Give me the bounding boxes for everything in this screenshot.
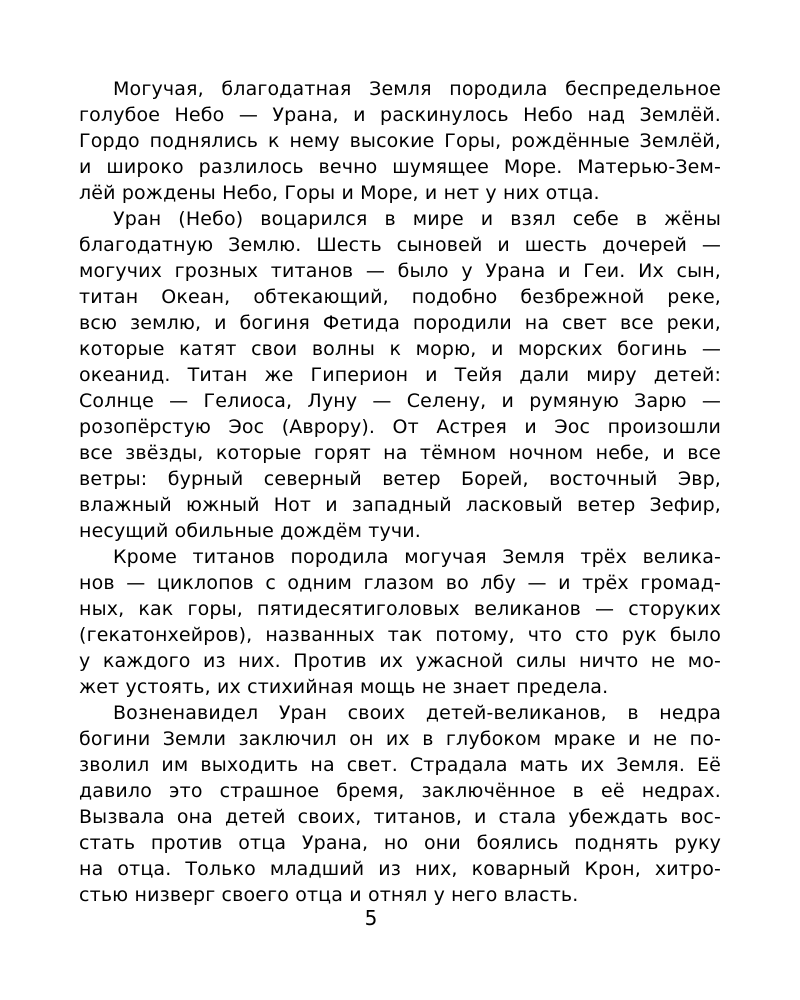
text-line: титан Океан, обтекающий, подобно безбрежной реке, — [79, 286, 721, 308]
text-line: океанид. Титан же Гиперион и Тейя дали миру детей: — [79, 364, 721, 386]
text-line: благодатную Землю. Шесть сыновей и шесть дочерей — — [79, 234, 721, 256]
text-line: могучих грозных титанов — было у Урана и Геи. Их сын, — [79, 260, 721, 282]
text-line: всю землю, и богиня Фетида породили на свет все реки, — [79, 312, 721, 334]
text-line: Вызвала она детей своих, титанов, и стала убеждать вос- — [79, 806, 721, 828]
text-line: несущий обильные дождём тучи. — [79, 520, 421, 542]
text-line: голубое Небо — Урана, и раскинулось Небо над Землёй. — [79, 104, 721, 126]
text-line: розопёрстую Эос (Аврору). От Астрея и Эос произошли — [79, 416, 721, 438]
text-line: Могучая, благодатная Земля породила беспредельное — [113, 78, 721, 100]
text-line: лёй рождены Небо, Горы и Море, и нет у них отца. — [79, 182, 600, 204]
text-line: (гекатонхейров), названных так потому, что сто рук было — [79, 624, 721, 646]
text-line: зволил им выходить на свет. Страдала мать их Земля. Её — [79, 754, 721, 776]
paragraph — [79, 206, 721, 544]
text-line: Солнце — Гелиоса, Луну — Селену, и румяную Зарю — — [79, 390, 721, 412]
text-line: и широко разлилось вечно шумящее Море. Матерью-Зем- — [79, 156, 721, 178]
body-text — [79, 76, 721, 908]
text-line: богини Земли заключил он их в глубоком мраке и не по- — [79, 728, 721, 750]
text-line: ветры: бурный северный ветер Борей, восточный Эвр, — [79, 468, 721, 490]
text-line: влажный южный Нот и западный ласковый ветер Зефир, — [79, 494, 721, 516]
text-line: которые катят свои волны к морю, и морских богинь — — [79, 338, 721, 360]
text-line: нов — циклопов с одним глазом во лбу — и трёх громад- — [79, 572, 721, 594]
paragraph — [79, 700, 721, 908]
text-line: давило это страшное бремя, заключённое в её недрах. — [79, 780, 721, 802]
page-number: 5 — [364, 906, 378, 930]
text-line: Кроме титанов породила могучая Земля трёх велика- — [113, 546, 721, 568]
text-line: жет устоять, их стихийная мощь не знает предела. — [79, 676, 609, 698]
text-line: ных, как горы, пятидесятиголовых великанов — сторуких — [79, 598, 721, 620]
text-line: на отца. Только младший из них, коварный Крон, хитро- — [79, 858, 721, 880]
text-line: все звёзды, которые горят на тёмном ночном небе, и все — [79, 442, 721, 464]
text-line: у каждого из них. Против их ужасной силы ничто не мо- — [79, 650, 721, 672]
paragraph — [79, 544, 721, 700]
text-line: стать против отца Урана, но они боялись поднять руку — [79, 832, 721, 854]
text-line: Уран (Небо) воцарился в мире и взял себе в жёны — [113, 208, 721, 230]
paragraph — [79, 76, 721, 206]
text-line: Гордо поднялись к нему высокие Горы, рождённые Землёй, — [79, 130, 721, 152]
text-line: Возненавидел Уран своих детей-великанов, в недра — [113, 702, 721, 724]
text-line: стью низверг своего отца и отнял у него власть. — [79, 884, 579, 906]
